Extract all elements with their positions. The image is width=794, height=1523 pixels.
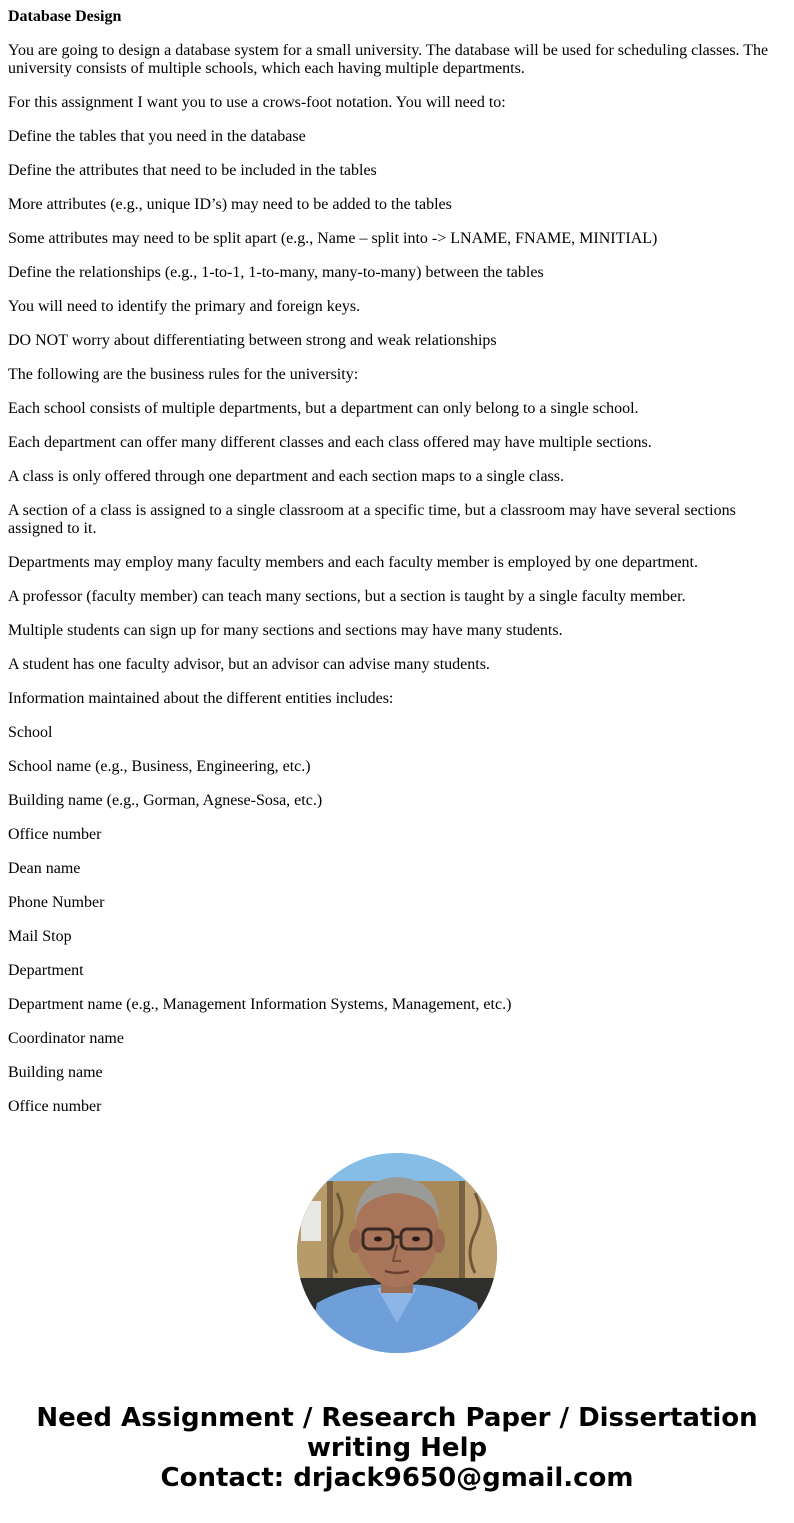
- entity-attribute: Coordinator name: [8, 1030, 124, 1047]
- instructions-intro: For this assignment I want you to use a crows-foot notation. You will need to:: [8, 94, 506, 111]
- business-rule: A section of a class is assigned to a single classroom at a specific time, but a classroom may have several sections assigned to it.: [8, 502, 736, 537]
- instruction-item: Some attributes may need to be split apart (e.g., Name – split into -> LNAME, FNAME, MINITIAL): [8, 230, 658, 247]
- business-rule: A professor (faculty member) can teach many sections, but a section is taught by a single faculty member.: [8, 588, 686, 605]
- promo-contact: Contact: drjack9650@gmail.com: [160, 1463, 634, 1493]
- business-rules-heading: The following are the business rules for the university:: [8, 366, 359, 383]
- entity-name-school: School: [8, 724, 53, 741]
- author-avatar: [297, 1153, 497, 1353]
- business-rule: Each school consists of multiple departments, but a department can only belong to a single school.: [8, 400, 639, 417]
- instruction-item: You will need to identify the primary and foreign keys.: [8, 298, 361, 315]
- entity-attribute: School name (e.g., Business, Engineering, etc.): [8, 758, 311, 775]
- promo-line-1: Need Assignment / Research Paper / Dissertation: [36, 1403, 758, 1433]
- entity-name-department: Department: [8, 962, 84, 979]
- business-rule: Multiple students can sign up for many sections and sections may have many students.: [8, 622, 563, 639]
- entity-attribute: Mail Stop: [8, 928, 72, 945]
- intro-paragraph: You are going to design a database system for a small university. The database will be used for scheduling classes. The university consists of multiple schools, which each having multiple departments.: [8, 42, 769, 77]
- promo-banner: [0, 1403, 794, 1493]
- instruction-item: Define the relationships (e.g., 1-to-1, 1-to-many, many-to-many) between the tables: [8, 264, 544, 281]
- entities-heading: Information maintained about the different entities includes:: [8, 690, 394, 707]
- business-rule: A class is only offered through one department and each section maps to a single class.: [8, 468, 564, 485]
- entity-attribute: Office number: [8, 826, 102, 843]
- document-title: Database Design: [8, 8, 122, 25]
- business-rule: Each department can offer many different classes and each class offered may have multiple sections.: [8, 434, 652, 451]
- business-rule: Departments may employ many faculty members and each faculty member is employed by one department.: [8, 554, 698, 571]
- business-rule: A student has one faculty advisor, but an advisor can advise many students.: [8, 656, 490, 673]
- entity-attribute: Office number: [8, 1098, 102, 1115]
- instruction-item: DO NOT worry about differentiating between strong and weak relationships: [8, 332, 497, 349]
- entity-attribute: Building name: [8, 1064, 103, 1081]
- entity-attribute: Department name (e.g., Management Information Systems, Management, etc.): [8, 996, 512, 1013]
- instruction-item: More attributes (e.g., unique ID’s) may need to be added to the tables: [8, 196, 452, 213]
- entity-attribute: Phone Number: [8, 894, 105, 911]
- entity-attribute: Dean name: [8, 860, 81, 877]
- person-photo-icon: [297, 1153, 497, 1353]
- entity-attribute: Building name (e.g., Gorman, Agnese-Sosa, etc.): [8, 792, 323, 809]
- instruction-item: Define the attributes that need to be included in the tables: [8, 162, 377, 179]
- instruction-item: Define the tables that you need in the database: [8, 128, 306, 145]
- promo-line-2: writing Help: [306, 1433, 488, 1463]
